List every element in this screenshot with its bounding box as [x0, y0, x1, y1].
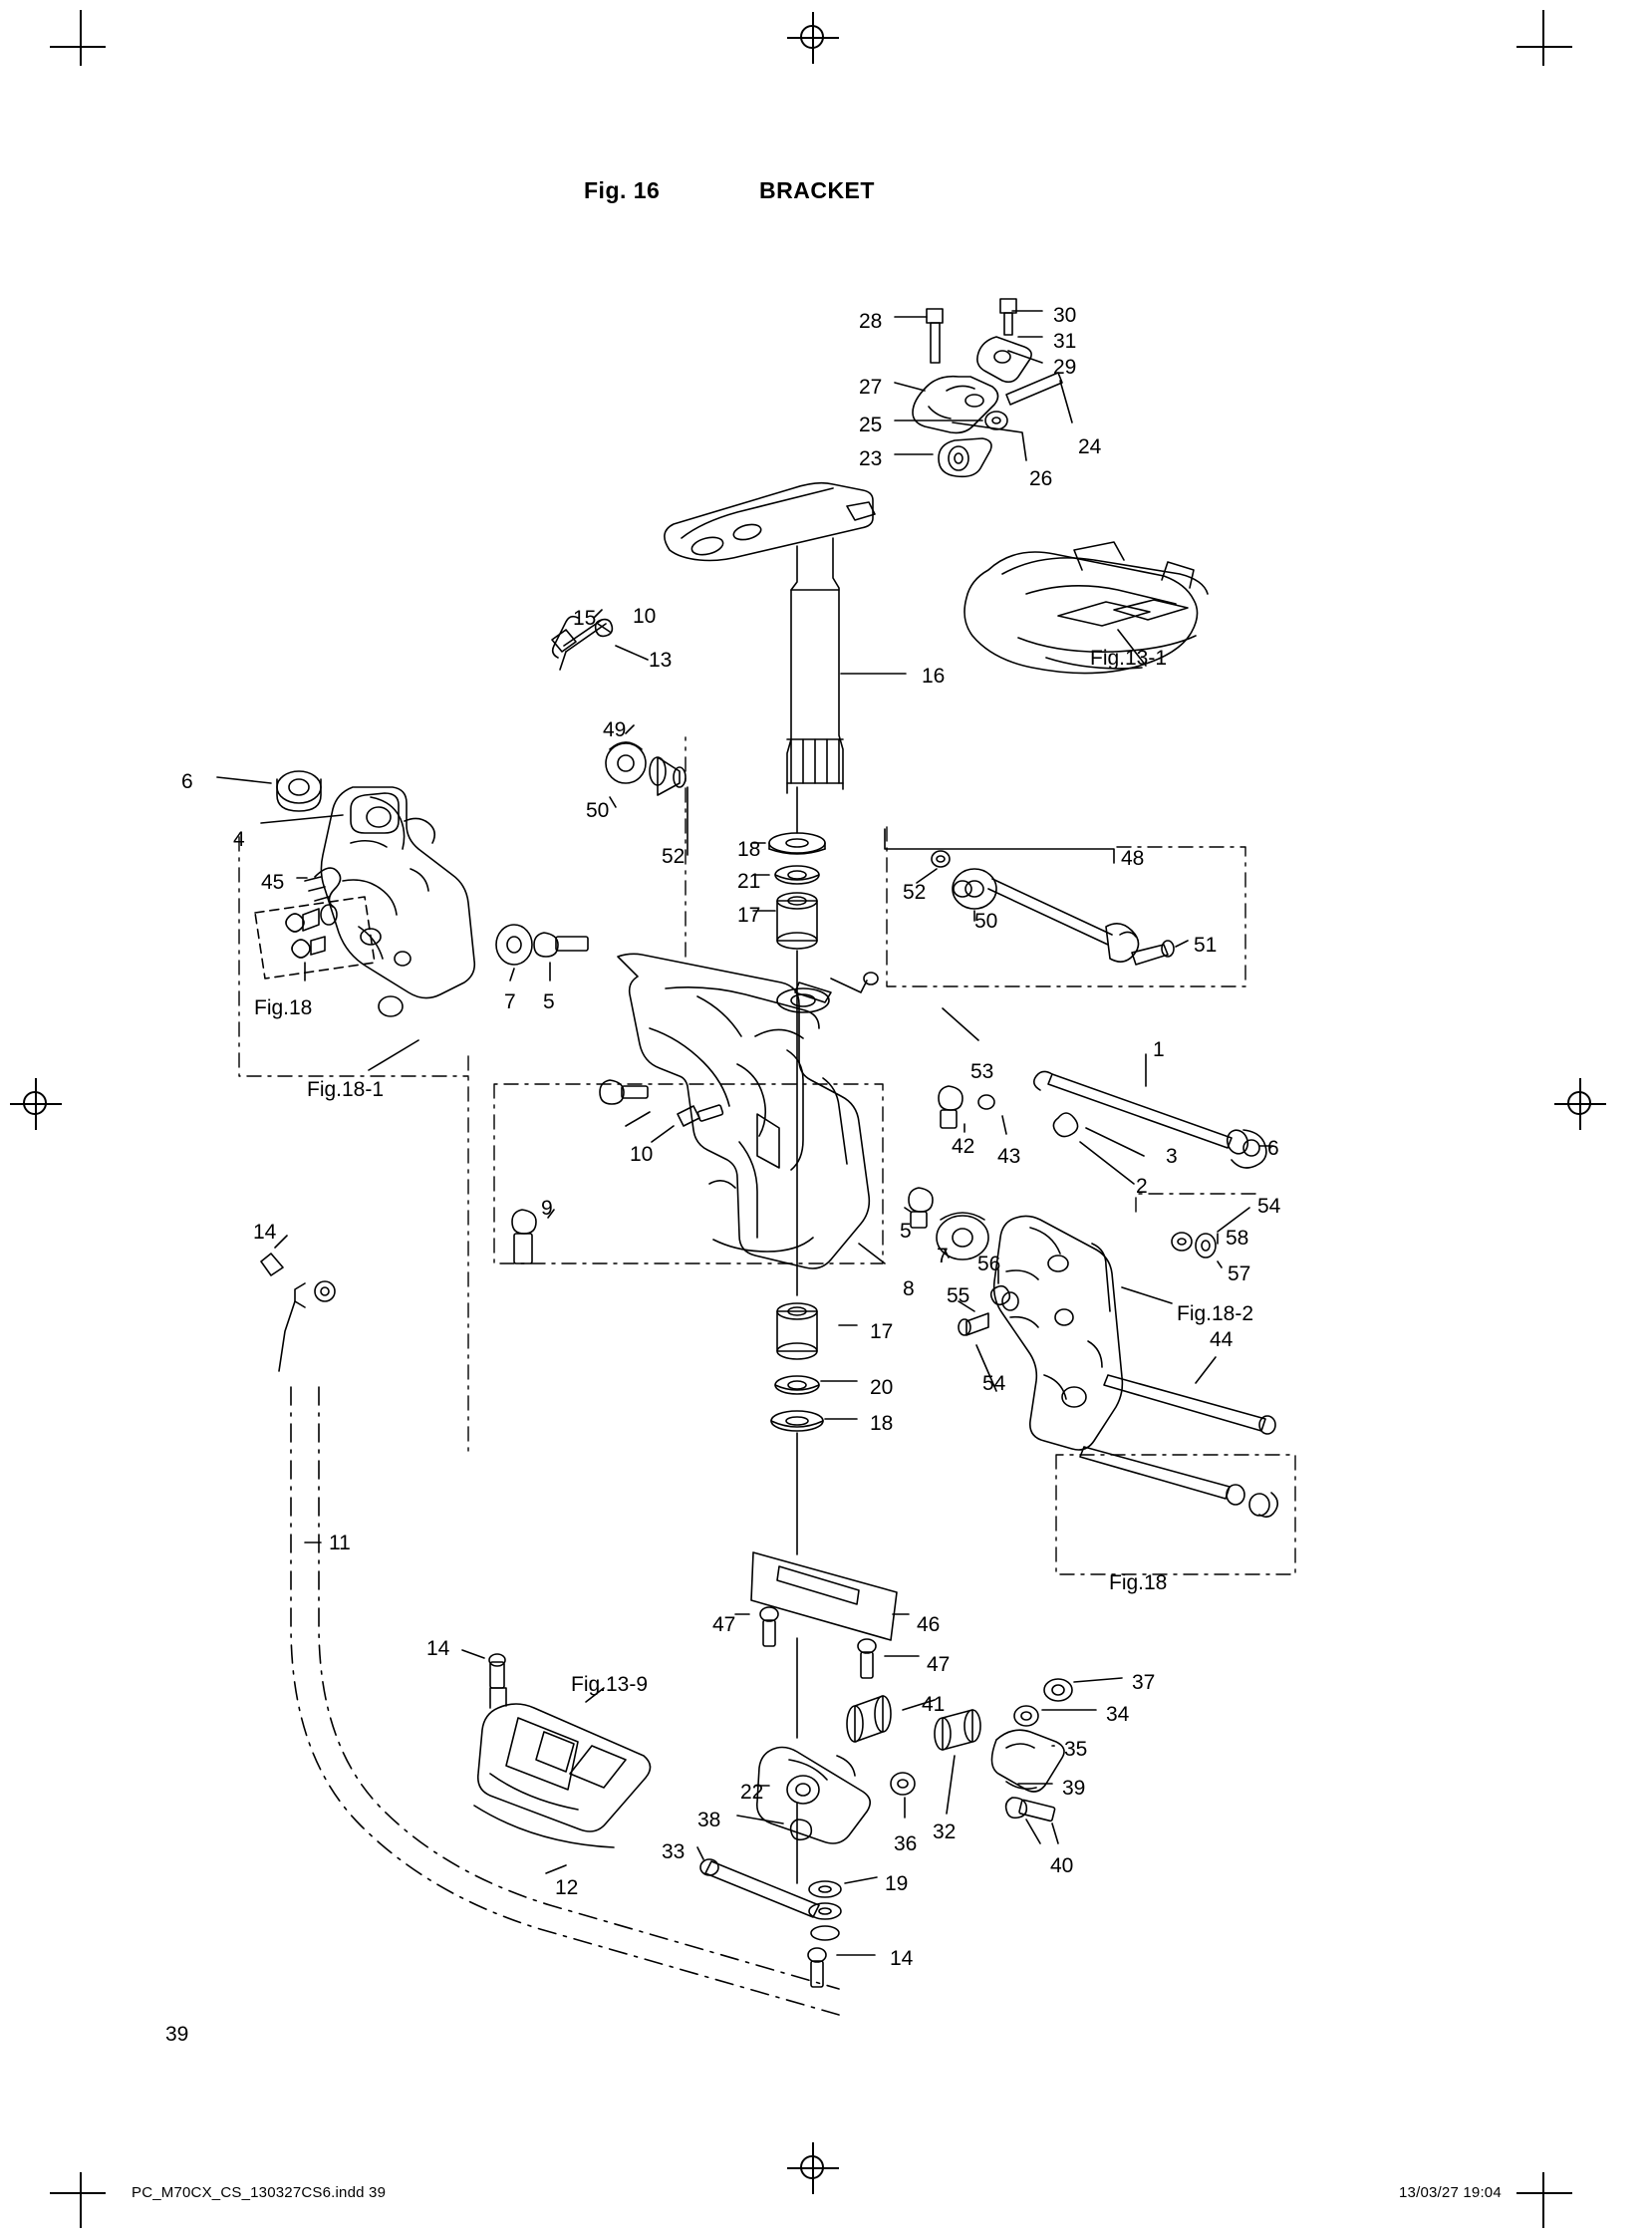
- callout-50-left: 50: [586, 799, 610, 822]
- callout-56: 56: [977, 1253, 1001, 1275]
- callout-40: 40: [1050, 1854, 1074, 1877]
- callout-58: 58: [1226, 1227, 1249, 1250]
- callout-19: 19: [885, 1872, 909, 1895]
- callout-54-lower: 54: [982, 1372, 1006, 1395]
- registration-mark-top: [787, 12, 839, 64]
- callout-31: 31: [1053, 330, 1077, 353]
- callout-37: 37: [1132, 1671, 1156, 1694]
- callout-15: 15: [573, 607, 597, 630]
- callout-38: 38: [697, 1809, 721, 1831]
- callout-fig-18-lower-right: Fig.18: [1109, 1571, 1168, 1594]
- callout-45: 45: [261, 871, 285, 894]
- callout-47-left: 47: [712, 1613, 736, 1636]
- callout-11: 11: [329, 1532, 351, 1554]
- callout-26: 26: [1029, 467, 1053, 490]
- callout-42: 42: [952, 1135, 975, 1158]
- callout-44: 44: [1210, 1328, 1234, 1351]
- crop-mark-bottom-left: [50, 2172, 106, 2228]
- callout-8: 8: [903, 1277, 915, 1300]
- callout-29: 29: [1053, 356, 1077, 379]
- callout-5-center: 5: [900, 1220, 912, 1243]
- callout-28: 28: [859, 310, 883, 333]
- figure-number: Fig. 16: [584, 177, 661, 203]
- callout-55: 55: [947, 1284, 970, 1307]
- figure-title: BRACKET: [759, 177, 875, 203]
- callout-1: 1: [1153, 1038, 1165, 1061]
- callout-53: 53: [970, 1060, 994, 1083]
- callout-20: 20: [870, 1376, 894, 1399]
- callout-36: 36: [894, 1832, 918, 1855]
- callout-49: 49: [603, 718, 627, 741]
- callout-57: 57: [1228, 1262, 1251, 1285]
- callout-33: 33: [662, 1840, 686, 1863]
- callout-21: 21: [737, 870, 761, 893]
- callout-9: 9: [541, 1197, 553, 1220]
- registration-mark-left: [10, 1078, 62, 1130]
- callout-14-lower-left: 14: [426, 1637, 450, 1660]
- registration-mark-right: [1554, 1078, 1606, 1130]
- callout-50-right: 50: [974, 910, 998, 933]
- callout-7-left: 7: [504, 990, 516, 1013]
- callout-46: 46: [917, 1613, 941, 1636]
- callout-4: 4: [233, 828, 245, 851]
- footer-file-name: PC_M70CX_CS_130327CS6.indd 39: [132, 2184, 387, 2201]
- callout-fig-18-1: Fig.18-1: [307, 1078, 385, 1101]
- callout-fig-13-1: Fig.13-1: [1090, 647, 1168, 670]
- callout-47-right: 47: [927, 1653, 951, 1676]
- callout-5-left: 5: [543, 990, 555, 1013]
- page-number: 39: [165, 2023, 189, 2046]
- footer-timestamp: 13/03/27 19:04: [1399, 2184, 1502, 2201]
- callout-52-right: 52: [903, 881, 927, 904]
- crop-mark-bottom-right: [1516, 2172, 1572, 2228]
- callout-7-center: 7: [937, 1245, 949, 1267]
- callout-52-left: 52: [662, 845, 686, 868]
- callout-12: 12: [555, 1876, 579, 1899]
- callout-25: 25: [859, 414, 883, 436]
- callout-32: 32: [933, 1820, 957, 1843]
- callout-fig-18-left: Fig.18: [254, 996, 313, 1019]
- callout-6-left: 6: [181, 770, 193, 793]
- callout-fig-18-2: Fig.18-2: [1177, 1302, 1254, 1325]
- callout-30: 30: [1053, 304, 1077, 327]
- callout-13: 13: [649, 649, 673, 672]
- callout-41: 41: [922, 1693, 946, 1716]
- callout-24: 24: [1078, 435, 1102, 458]
- registration-mark-bottom: [787, 2142, 839, 2194]
- callout-27: 27: [859, 376, 883, 399]
- callout-23: 23: [859, 447, 883, 470]
- callout-17-upper: 17: [737, 904, 761, 927]
- callout-48: 48: [1121, 847, 1145, 870]
- callout-18-upper: 18: [737, 838, 761, 861]
- crop-mark-top-right: [1516, 10, 1572, 66]
- callout-43: 43: [997, 1145, 1021, 1168]
- callout-17-lower: 17: [870, 1320, 894, 1343]
- callout-2: 2: [1136, 1175, 1148, 1198]
- callout-6-right: 6: [1267, 1137, 1279, 1160]
- callout-22: 22: [740, 1781, 764, 1804]
- callout-16: 16: [922, 665, 946, 688]
- crop-mark-top-left: [50, 10, 106, 66]
- callout-14-left: 14: [253, 1221, 277, 1244]
- callout-3: 3: [1166, 1145, 1178, 1168]
- callout-35: 35: [1064, 1738, 1088, 1761]
- callout-14-bottom: 14: [890, 1947, 914, 1970]
- callout-18-lower: 18: [870, 1412, 894, 1435]
- callout-54-upper: 54: [1257, 1195, 1281, 1218]
- callout-51: 51: [1194, 934, 1218, 957]
- callout-fig-13-9: Fig.13-9: [571, 1673, 649, 1696]
- callout-34: 34: [1106, 1703, 1130, 1726]
- callout-10-upper: 10: [633, 605, 657, 628]
- callout-39: 39: [1062, 1777, 1086, 1800]
- callout-10-center: 10: [630, 1143, 654, 1166]
